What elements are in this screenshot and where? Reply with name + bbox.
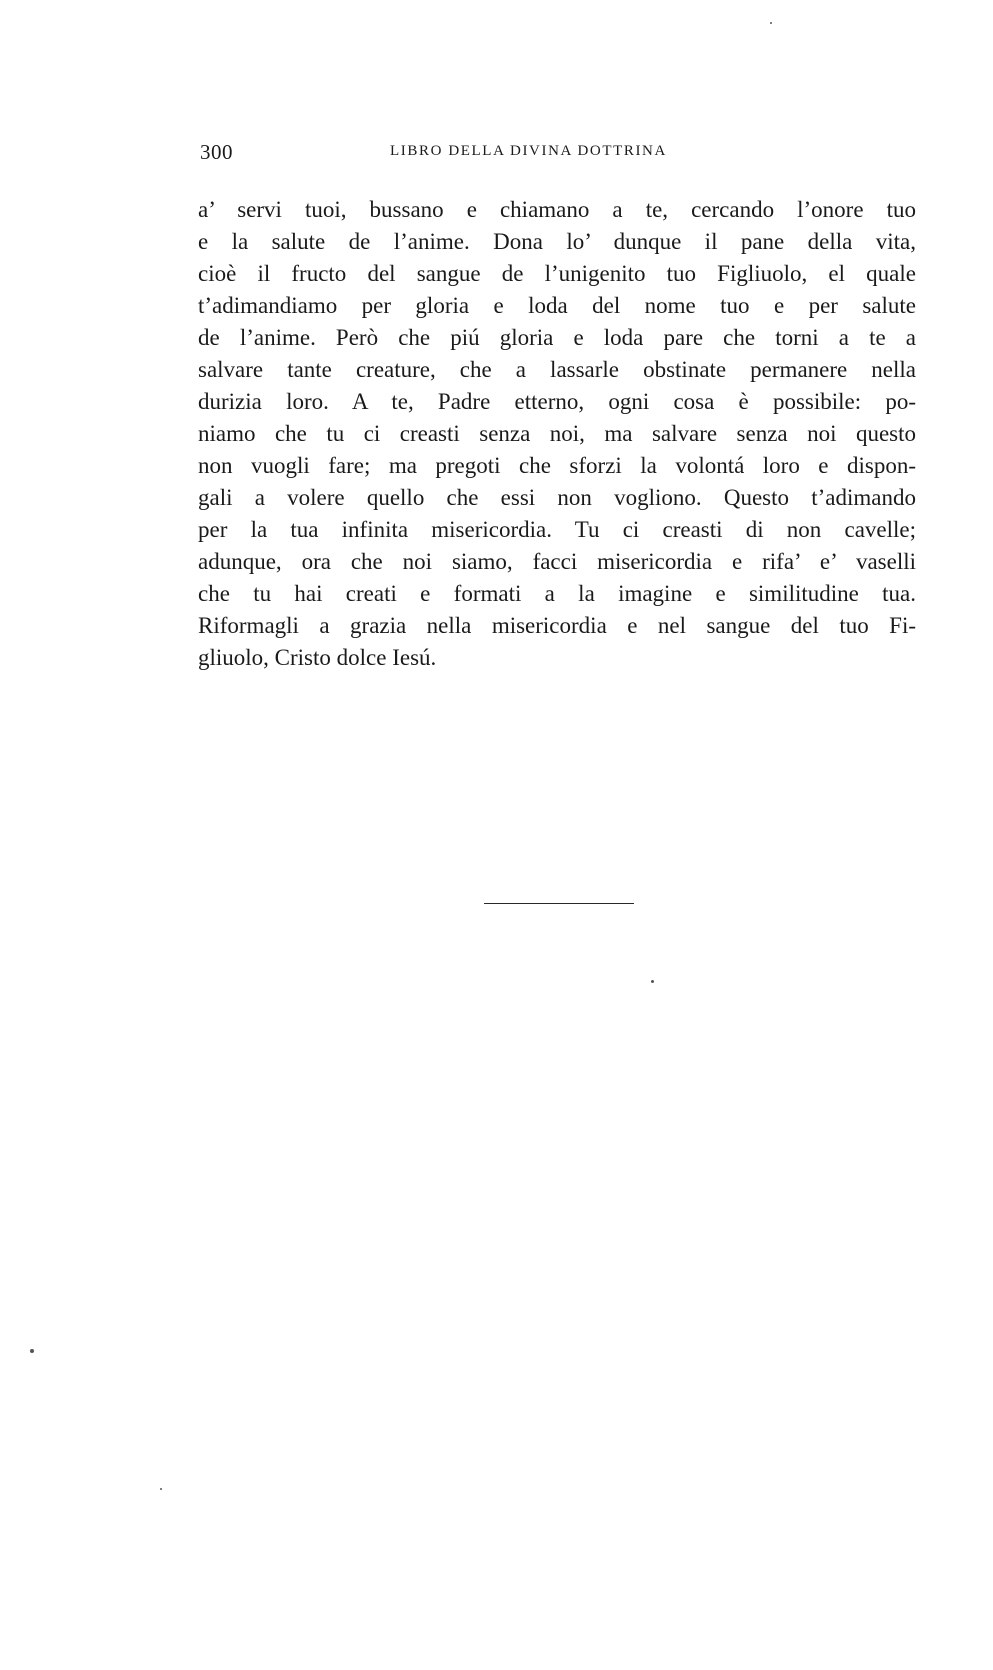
text-line: salvare tante creature, che a lassarle obstinate permanere nella <box>198 357 916 382</box>
text-line: che tu hai creati e formati a la imagine e similitudine tua. <box>198 581 916 606</box>
scan-speck <box>651 980 654 983</box>
text-line: non vuogli fare; ma pregoti che sforzi la volontá loro e dispon- <box>198 453 916 478</box>
text-line: e la salute de l’anime. Dona lo’ dunque il pane della vita, <box>198 229 916 254</box>
page-number: 300 <box>200 140 233 164</box>
running-title: LIBRO DELLA DIVINA DOTTRINA <box>390 143 667 159</box>
end-of-text-rule <box>484 903 634 904</box>
text-line: de l’anime. Però che piú gloria e loda pare che torni a te a <box>198 325 916 350</box>
text-line: Riformagli a grazia nella misericordia e nel sangue del tuo Fi- <box>198 613 916 638</box>
text-line: adunque, ora che noi siamo, facci misericordia e rifa’ e’ vaselli <box>198 549 916 574</box>
text-line: a’ servi tuoi, bussano e chiamano a te, cercando l’onore tuo <box>198 197 916 222</box>
text-line: cioè il fructo del sangue de l’unigenito tuo Figliuolo, el quale <box>198 261 916 286</box>
text-line: gliuolo, Cristo dolce Iesú. <box>198 645 437 670</box>
text-line: niamo che tu ci creasti senza noi, ma salvare senza noi questo <box>198 421 916 446</box>
scan-speck <box>30 1349 34 1353</box>
running-head <box>200 140 730 164</box>
text-line: durizia loro. A te, Padre etterno, ogni cosa è possibile: po- <box>198 389 916 414</box>
scan-speck <box>770 22 772 24</box>
text-line: gali a volere quello che essi non vogliono. Questo t’adimando <box>198 485 916 510</box>
scan-speck <box>160 1488 162 1490</box>
text-line: t’adimandiamo per gloria e loda del nome tuo e per salute <box>198 293 916 318</box>
body-text <box>198 194 916 674</box>
text-line: per la tua infinita misericordia. Tu ci creasti di non cavelle; <box>198 517 916 542</box>
